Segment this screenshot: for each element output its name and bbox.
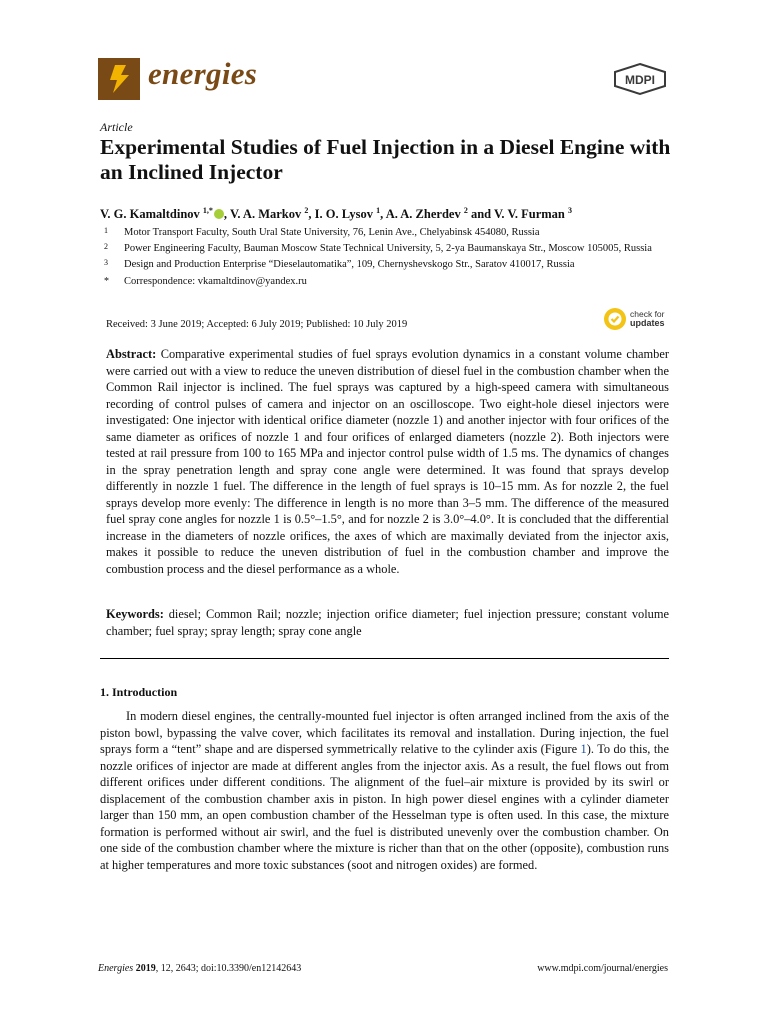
affiliation-number: 2: [104, 242, 108, 252]
publisher-name: MDPI: [625, 73, 655, 87]
check-for-updates-button[interactable]: [603, 307, 665, 331]
author-affiliation-ref: 2: [304, 206, 309, 215]
keywords-label: Keywords:: [106, 607, 164, 621]
publication-dates: Received: 3 June 2019; Accepted: 6 July 2019; Published: 10 July 2019: [106, 319, 408, 330]
citation-footer: [98, 963, 301, 974]
introduction-paragraph: [100, 708, 669, 873]
correspondence-text[interactable]: Correspondence: vkamaltdinov@yandex.ru: [124, 275, 307, 287]
affiliation-number: 1: [104, 226, 108, 235]
lightning-bolt-icon: [106, 64, 132, 94]
journal-url-link[interactable]: www.mdpi.com/journal/energies: [537, 963, 668, 974]
journal-name: energies: [148, 56, 258, 91]
affiliation-item: [104, 257, 684, 273]
author-name[interactable]: I. O. Lysov: [314, 207, 373, 222]
author-affiliation-ref: 2: [463, 206, 468, 215]
article-type: Article: [100, 120, 133, 134]
page-title: Experimental Studies of Fuel Injection in a Diesel Engine with an Inclined Injector: [100, 135, 671, 184]
check-updates-icon: [603, 307, 627, 331]
abstract: [106, 346, 669, 577]
figure-reference-link[interactable]: 1: [580, 742, 587, 756]
affiliation-number: 3: [104, 258, 108, 268]
mdpi-logo: [612, 62, 668, 101]
footer-citation: , 12, 2643; doi:10.3390/en12142643: [155, 963, 302, 974]
check-updates-line2: updates: [630, 318, 665, 328]
affiliation-item: [104, 225, 684, 241]
section-divider: [100, 658, 669, 659]
intro-text-part2: ). To do this, the nozzle orifices of injector are made at different angles from the injector axis. As a result, the fuel flows out from different orifices under different conditions. The alignment of the fuel–air mixture is provided by its swirl or displacement of the combustion chamber axis in piston. In high power diesel engines with a cylinder diameter larger than 150 mm, an open combustion chamber of the Hesselman type is often used. In this case, the mixture formation is performed without air swirl, and the fuel is distributed unevenly over the combustion chamber. On one side of the combustion chamber where the mixture is richer than that on the other (opposite), combustion runs at higher temperatures and more toxic substances (soot and nitrogen oxides) are formed.: [100, 742, 669, 872]
affiliation-text: Design and Production Enterprise “Dieselautomatika”, 109, Chernyshevskogo Str., Saratov 410017, Russia: [124, 259, 575, 271]
affiliation-text: Power Engineering Faculty, Bauman Moscow State Technical University, 5, 2-ya Baumanskaya Str., Moscow 105005, Russia: [124, 243, 652, 255]
keywords-text: diesel; Common Rail; nozzle; injection orifice diameter; fuel injection pressure; constant volume chamber; fuel spray; spray length; spray cone angle: [106, 607, 669, 638]
affiliations: [104, 225, 684, 290]
check-updates-line1: check for: [630, 309, 665, 319]
intro-text-part1: In modern diesel engines, the centrally-mounted fuel injector is often arranged inclined from the axis of the piston bowl, bypassing the valve cover, which facilitates its removal and installation. During injection, the fuel sprays form a “tent” shape and are dispersed symmetrically relative to the cylinder axis (Figure: [100, 709, 669, 756]
affiliation-text: Motor Transport Faculty, South Ural State University, 76, Lenin Ave., Chelyabinsk 454080, Russia: [124, 227, 540, 238]
affiliation-item: [104, 241, 684, 257]
journal-logo: [98, 58, 140, 100]
author-name[interactable]: V. V. Furman: [494, 207, 565, 222]
author-name[interactable]: V. A. Markov: [229, 207, 302, 222]
footer-year: 2019: [135, 963, 156, 974]
author-name[interactable]: A. A. Zherdev: [385, 207, 461, 222]
correspondence-item: [104, 274, 684, 290]
author-affiliation-ref: 3: [567, 206, 572, 215]
author-affiliation-ref: 1,*: [202, 206, 213, 215]
abstract-label: Abstract:: [106, 347, 157, 361]
affiliation-number: *: [104, 275, 109, 287]
section-heading-introduction: 1. Introduction: [100, 685, 178, 699]
orcid-icon[interactable]: [214, 209, 224, 219]
keywords: [106, 606, 669, 639]
abstract-text: Comparative experimental studies of fuel sprays evolution dynamics in a constant volume chamber were carried out with a view to reduce the uneven distribution of diesel fuel in the combustion chamber when the Common Rail injector is inclined. The fuel sprays was captured by a high-speed camera with simultaneous recording of control pulses of camera and injector on an oscilloscope. Two eight-hole diesel injectors were investigated: One injector with identical orifice diameter (nozzle 1) and another injector with four orifices of the same diameter as orifices of nozzle 1 and four orifices of enlarged diameters (nozzle 2). Both injectors were tested at rail pressure from 100 to 165 MPa and injector control pulse width of 1.5 ms. The dynamics of changes in the spray penetration length and spray cone angle were determined. It was found that sprays develop differently in nozzle 1 fuel. The difference in the length of fuel sprays is 10–15 mm. As for nozzle 2, the fuel sprays develop more evenly: The difference in length is no more than 3–5 mm. The difference of the measured fuel spray cone angles for nozzle 1 is 0.5°–1.5°, and for nozzle 2 is 3.0°–4.0°. It is concluded that the differential increase in the diameters of nozzle orifices, the axes of which are maximally deviated from the injector axis, makes it possible to reduce the uneven distribution of fuel in the combustion chamber and improve the combustion process and the diesel performance as a whole.: [106, 347, 669, 576]
author-affiliation-ref: 1: [376, 206, 381, 215]
author-name[interactable]: V. G. Kamaltdinov: [100, 207, 200, 222]
author-list: V. G. Kamaltdinov $^{1,*}$ , V. A. Markov $^2$, I. O. Lysov $^1$, A. A. Zherdev $^2$ and V. V. Furman $^3$: [100, 206, 572, 222]
footer-journal: Energies: [98, 963, 134, 974]
